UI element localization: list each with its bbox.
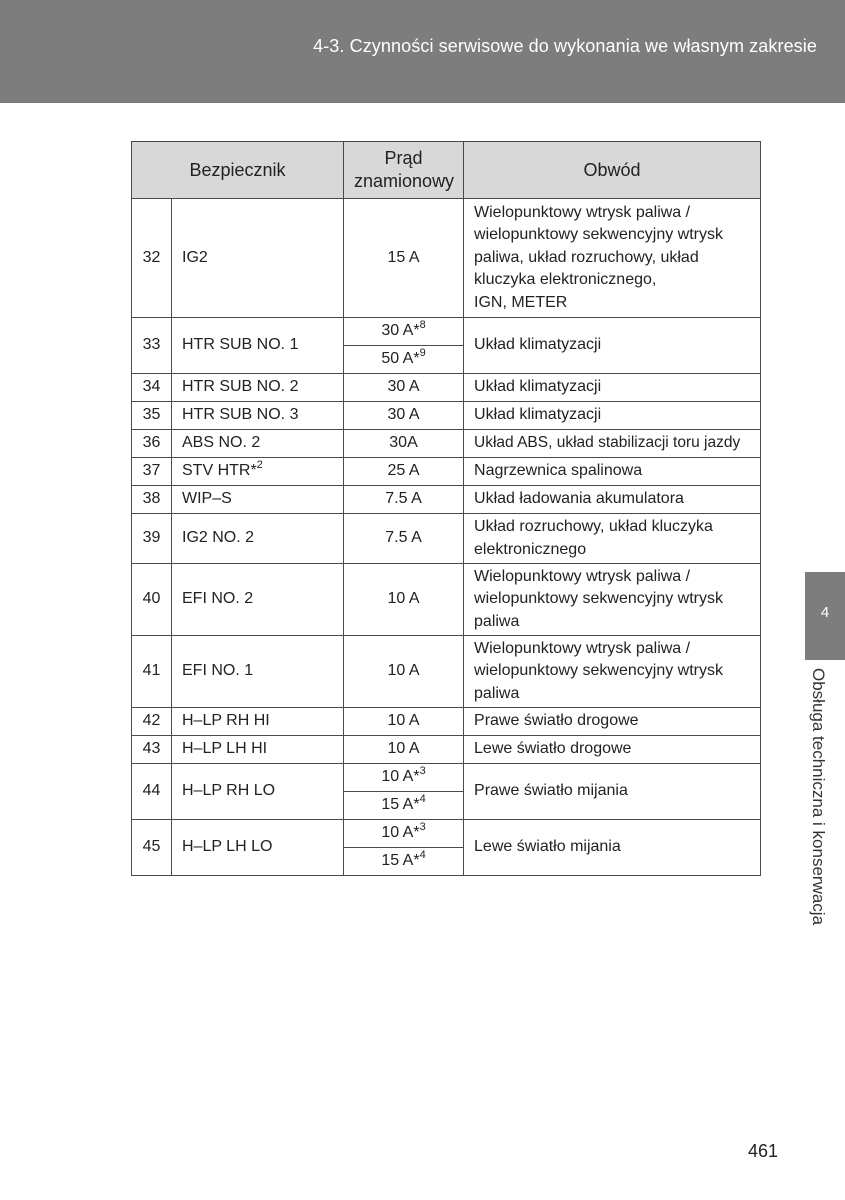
fuse-rating: 25 A (344, 458, 464, 486)
fuse-number: 33 (132, 318, 172, 374)
fuse-rating: 10 A (344, 564, 464, 636)
fuse-number: 32 (132, 199, 172, 318)
fuse-name: ABS NO. 2 (172, 430, 344, 458)
fuse-name-text: STV HTR* (182, 462, 257, 480)
table-row (132, 736, 761, 764)
fuse-circuit: Układ klimatyzacji (464, 374, 761, 402)
fuse-number: 44 (132, 764, 172, 820)
fuse-name (172, 458, 344, 486)
table-row (132, 199, 761, 318)
rating-value: 30 A* (381, 322, 420, 340)
fuse-table (131, 141, 761, 876)
footnote-mark: 3 (419, 820, 426, 833)
circuit-line: kluczyka elektronicznego, (474, 271, 657, 289)
fuse-circuit: Lewe światło mijania (464, 820, 761, 876)
circuit-line: Układ rozruchowy, układ kluczyka (474, 518, 713, 535)
fuse-circuit: Prawe światło drogowe (464, 708, 761, 736)
section-title: 4-3. Czynności serwisowe do wykonania we własnym zakresie (313, 36, 817, 56)
fuse-rating: 10 A (344, 708, 464, 736)
table-row (132, 564, 761, 636)
fuse-circuit (464, 564, 761, 636)
fuse-number: 37 (132, 458, 172, 486)
circuit-line: Wielopunktowy wtrysk paliwa / (474, 203, 691, 221)
fuse-name: IG2 NO. 2 (172, 514, 344, 564)
circuit-line: wielopunktowy sekwencyjny wtrysk (474, 590, 723, 608)
table-row (132, 514, 761, 564)
fuse-number: 34 (132, 374, 172, 402)
fuse-rating: 15 A (344, 199, 464, 318)
footnote-mark: 3 (419, 764, 426, 777)
rating-value: 15 A* (381, 796, 420, 814)
footnote-mark: 4 (419, 792, 426, 805)
circuit-line: paliwa (474, 612, 520, 630)
fuse-rating: 10 A (344, 736, 464, 764)
table-row (132, 764, 761, 792)
circuit-line: elektronicznego (474, 540, 587, 558)
fuse-number: 36 (132, 430, 172, 458)
footnote-mark: 4 (419, 848, 426, 861)
fuse-number: 40 (132, 564, 172, 636)
circuit-line: paliwa, układ rozruchowy, układ (474, 248, 699, 266)
table-row (132, 458, 761, 486)
fuse-name: EFI NO. 2 (172, 564, 344, 636)
fuse-name: HTR SUB NO. 2 (172, 374, 344, 402)
table-row (132, 318, 761, 346)
fuse-circuit: Prawe światło mijania (464, 764, 761, 820)
fuse-name: IG2 (172, 199, 344, 318)
fuse-rating: 7.5 A (344, 486, 464, 514)
fuse-number: 39 (132, 514, 172, 564)
fuse-rating: 7.5 A (344, 514, 464, 564)
circuit-line: wielopunktowy sekwencyjny wtrysk (474, 226, 723, 244)
fuse-name: H–LP RH LO (172, 764, 344, 820)
table-row (132, 374, 761, 402)
fuse-name: WIP–S (172, 486, 344, 514)
circuit-line: Wielopunktowy wtrysk paliwa / (474, 567, 691, 585)
header-circuit: Obwód (464, 142, 761, 199)
fuse-name: H–LP LH HI (172, 736, 344, 764)
fuse-name: H–LP RH HI (172, 708, 344, 736)
fuse-circuit: Układ klimatyzacji (464, 318, 761, 374)
table-row (132, 636, 761, 708)
header-rating-line2: znamionowy (354, 171, 455, 191)
table-row (132, 402, 761, 430)
table-row (132, 708, 761, 736)
table-row (132, 486, 761, 514)
fuse-rating (344, 346, 464, 374)
page-number: 461 (748, 1141, 779, 1161)
chapter-number: 4 (820, 604, 830, 621)
fuse-rating (344, 318, 464, 346)
rating-value: 10 A* (381, 824, 420, 842)
fuse-circuit: Układ ABS, układ stabilizacji toru jazdy (464, 430, 761, 458)
fuse-number: 41 (132, 636, 172, 708)
fuse-number: 35 (132, 402, 172, 430)
fuse-rating (344, 848, 464, 876)
fuse-rating: 30 A (344, 402, 464, 430)
chapter-tab (805, 572, 845, 660)
fuse-rating: 30 A (344, 374, 464, 402)
rating-value: 10 A* (381, 768, 420, 786)
fuse-number: 45 (132, 820, 172, 876)
fuse-number: 38 (132, 486, 172, 514)
header-rating-line1: Prąd (384, 148, 423, 168)
fuse-rating (344, 764, 464, 792)
circuit-line: wielopunktowy sekwencyjny wtrysk (474, 662, 723, 680)
fuse-circuit (464, 199, 761, 318)
fuse-circuit: Układ klimatyzacji (464, 402, 761, 430)
fuse-number: 42 (132, 708, 172, 736)
circuit-line: paliwa (474, 684, 520, 702)
fuse-name: H–LP LH LO (172, 820, 344, 876)
fuse-name: HTR SUB NO. 1 (172, 318, 344, 374)
rating-value: 15 A* (381, 852, 420, 870)
footnote-mark: 9 (419, 346, 426, 359)
fuse-rating: 30A (344, 430, 464, 458)
header-rating (344, 142, 464, 199)
fuse-circuit (464, 514, 761, 564)
fuse-rating (344, 792, 464, 820)
header-fuse: Bezpiecznik (132, 142, 344, 199)
fuse-name: HTR SUB NO. 3 (172, 402, 344, 430)
fuse-name: EFI NO. 1 (172, 636, 344, 708)
fuse-rating (344, 820, 464, 848)
chapter-label: Obsługa techniczna i konserwacja (809, 668, 828, 926)
table-row (132, 430, 761, 458)
fuse-circuit (464, 636, 761, 708)
page-header (0, 0, 845, 103)
footnote-mark: 8 (419, 318, 426, 331)
table-header-row (132, 142, 761, 199)
fuse-circuit: Nagrzewnica spalinowa (464, 458, 761, 486)
table-row (132, 820, 761, 848)
footnote-mark: 2 (256, 458, 263, 471)
fuse-rating: 10 A (344, 636, 464, 708)
circuit-line: Wielopunktowy wtrysk paliwa / (474, 639, 691, 657)
fuse-circuit: Lewe światło drogowe (464, 736, 761, 764)
rating-value: 50 A* (381, 350, 420, 368)
fuse-circuit: Układ ładowania akumulatora (464, 486, 761, 514)
circuit-line: IGN, METER (474, 293, 568, 311)
fuse-number: 43 (132, 736, 172, 764)
